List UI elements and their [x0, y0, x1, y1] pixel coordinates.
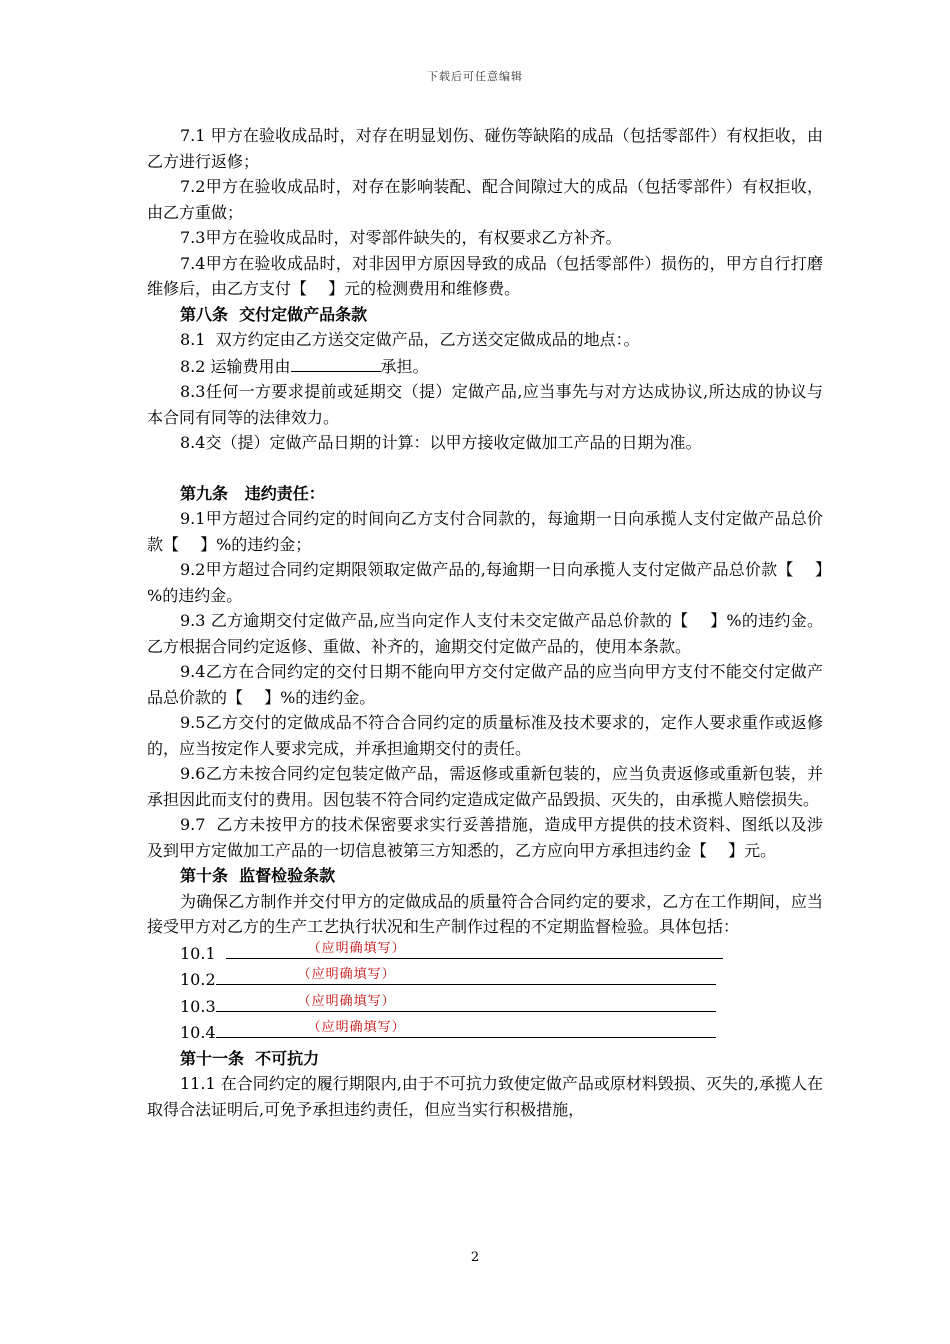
transport-cost-blank[interactable] — [291, 353, 381, 372]
contract-body — [147, 123, 823, 1122]
clause-9-4: 9.4乙方在合同约定的交付日期不能向甲方交付定做产品的应当向甲方支付不能交付定做产品总价款的【 】%的违约金。 — [147, 662, 823, 707]
page-header: 下载后可任意编辑 — [427, 70, 523, 83]
fill-hint: （应明确填写） — [307, 940, 406, 956]
inspection-item-row — [147, 993, 823, 1020]
clause-9-5: 9.5乙方交付的定做成品不符合合同约定的质量标准及技术要求的，定作人要求重作或返修的，应当按定作人要求完成，并承担逾期交付的责任。 — [147, 713, 823, 758]
clause-9-6: 9.6乙方未按合同约定包装定做产品，需返修或重新包装的，应当负责返修或重新包装，并承担因此而支付的费用。因包装不符合同约定造成定做产品毁损、灭失的，由承揽人赔偿损失。 — [147, 764, 823, 809]
clause-9-2: 9.2甲方超过合同约定期限领取定做产品的,每逾期一日向承揽人支付定做产品总价款【 】%的违约金。 — [147, 560, 823, 605]
clause-7-3: 7.3甲方在验收成品时，对零部件缺失的，有权要求乙方补齐。 — [180, 228, 622, 247]
article-9-heading: 第九条 违约责任： — [180, 483, 325, 503]
inspection-item-row — [147, 1019, 823, 1046]
clause-7-1: 7.1 甲方在验收成品时，对存在明显划伤、碰伤等缺陷的成品（包括零部件）有权拒收，由乙方进行返修； — [147, 126, 823, 171]
clause-8-2-tail: 承担。 — [380, 356, 429, 376]
clause-10-intro: 为确保乙方制作并交付甲方的定做成品的质量符合合同约定的要求，乙方在工作期间，应当接受甲方对乙方的生产工艺执行状况和生产制作过程的不定期监督检验。具体包括： — [147, 891, 823, 936]
inspection-item-label: 10.4 — [180, 1023, 216, 1042]
clause-8-3: 8.3任何一方要求提前或延期交（提）定做产品,应当事先与对方达成协议,所达成的协议与本合同有同等的法律效力。 — [147, 382, 823, 427]
clause-9-3: 9.3 乙方逾期交付定做产品,应当向定作人支付未交定做产品总价款的【 】%的违约金。乙方根据合同约定返修、重做、补齐的，逾期交付定做产品的，使用本条款。 — [147, 611, 823, 656]
clause-9-1: 9.1甲方超过合同约定的时间向乙方支付合同款的，每逾期一日向承揽人支付定做产品总价款【 】%的违约金； — [147, 509, 823, 554]
fill-hint: （应明确填写） — [297, 993, 396, 1009]
clause-11-1: 11.1 在合同约定的履行期限内,由于不可抗力致使定做产品或原材料毁损、灭失的,承揽人在取得合法证明后,可免予承担违约责任，但应当实行积极措施， — [147, 1074, 823, 1119]
inspection-item-label: 10.2 — [180, 970, 216, 989]
clause-8-4: 8.4交（提）定做产品日期的计算：以甲方接收定做加工产品的日期为准。 — [180, 433, 702, 452]
clause-8-2-lead: 8.2 运输费用由 — [180, 356, 291, 376]
fill-hint: （应明确填写） — [307, 1020, 406, 1035]
section-gap — [147, 456, 823, 481]
clause-8-2 — [147, 353, 823, 380]
clause-9-7: 9.7 乙方未按甲方的技术保密要求实行妥善措施，造成甲方提供的技术资料、图纸以及涉及到甲方定做加工产品的一切信息被第三方知悉的，乙方应向甲方承担违约金【 】元。 — [147, 815, 823, 860]
inspection-item-row — [147, 966, 823, 993]
inspection-item-row — [147, 940, 823, 967]
fill-hint: （应明确填写） — [297, 967, 396, 982]
article-11-heading: 第十一条 不可抗力 — [180, 1048, 320, 1068]
inspection-item-input[interactable] — [226, 940, 723, 959]
clause-7-4: 7.4甲方在验收成品时，对非因甲方原因导致的成品（包括零部件）损伤的，甲方自行打磨维修后，由乙方支付【 】元的检测费用和维修费。 — [147, 253, 823, 298]
article-8-heading: 第八条 交付定做产品条款 — [180, 304, 368, 324]
inspection-item-label: 10.1 — [180, 943, 216, 963]
inspection-item-input[interactable] — [216, 1019, 716, 1038]
inspection-item-input[interactable] — [216, 993, 716, 1012]
clause-7-2: 7.2甲方在验收成品时，对存在影响装配、配合间隙过大的成品（包括零部件）有权拒收，由乙方重做； — [147, 177, 823, 222]
inspection-item-input[interactable] — [216, 966, 716, 985]
page-number: 2 — [470, 1250, 480, 1265]
clause-8-1: 8.1 双方约定由乙方送交定做产品，乙方送交定做成品的地点：。 — [180, 330, 640, 349]
inspection-item-label: 10.3 — [180, 996, 216, 1016]
article-10-heading: 第十条 监督检验条款 — [180, 866, 336, 885]
